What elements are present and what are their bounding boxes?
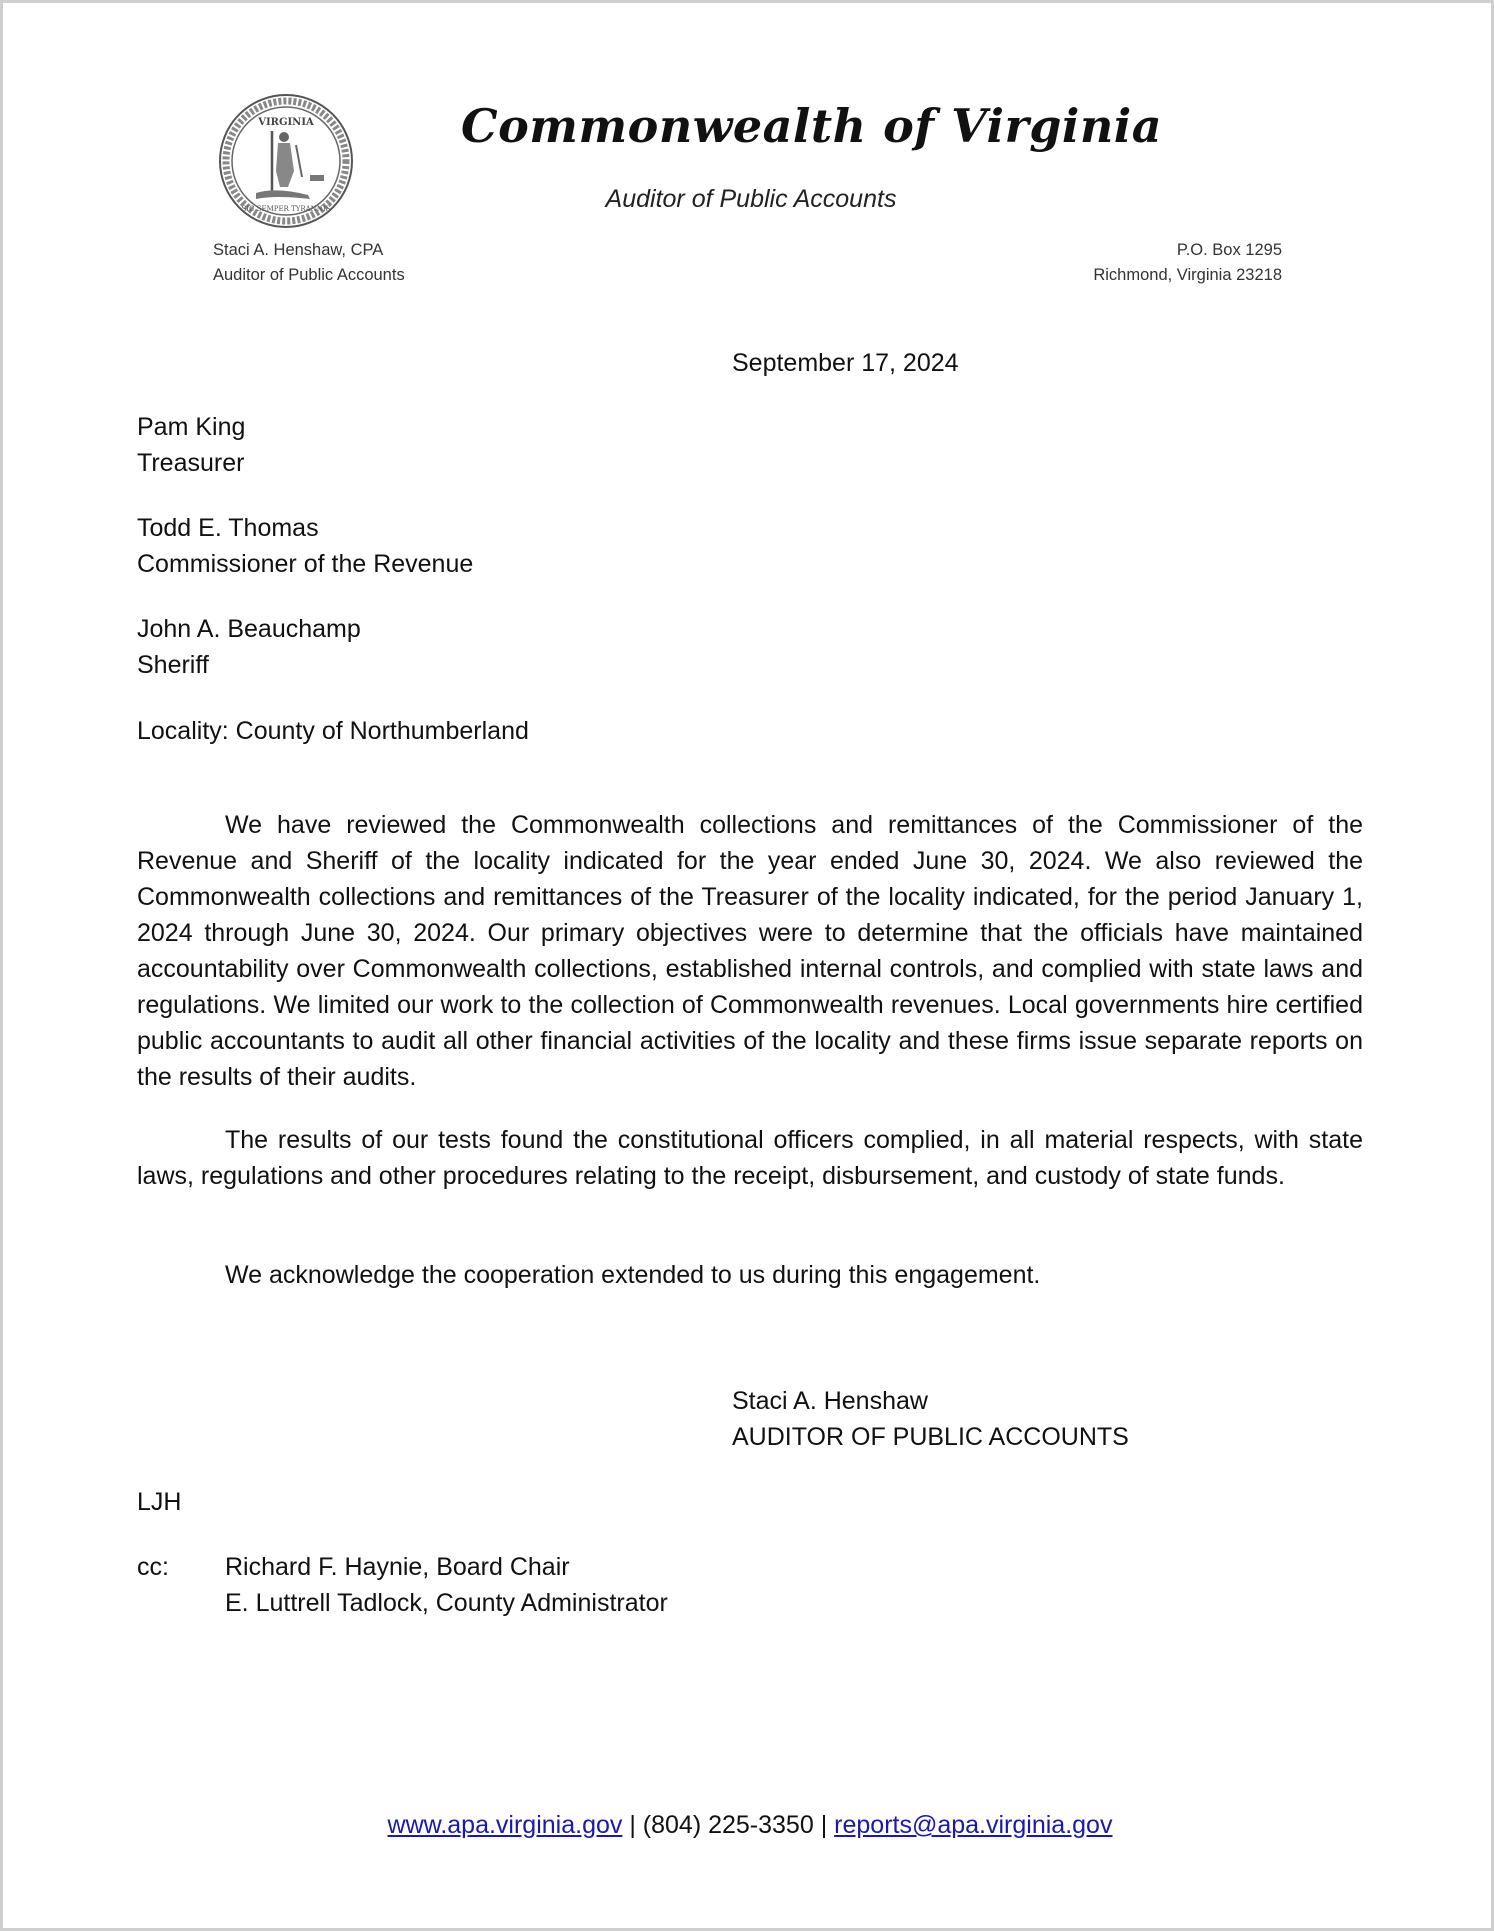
cc-label: cc:: [137, 1553, 169, 1581]
body-paragraph: [137, 807, 1363, 1095]
recipient-name: John A. Beauchamp: [137, 615, 361, 643]
letterhead-address-block: [1093, 238, 1282, 288]
letter-footer: [3, 1811, 1494, 1840]
recipient-block: [137, 510, 473, 582]
signature-block: [732, 1383, 1129, 1455]
paragraph-text: We have reviewed the Commonwealth collections and remittances of the Commissioner of the Revenue and Sheriff of the locality indicated for the year ended June 30, 2024. We also reviewed the Commonwealth collections and remittances of the Treasurer of the locality indicated, for the period January 1, 2024 through June 30, 2024. Our primary objectives were to determine that the officials have maintained accountability over Commonwealth collections, established internal controls, and complied with state laws and regulations. We limited our work to the collection of Commonwealth revenues. Local governments hire certified public accountants to audit all other financial activities of the locality and these firms issue separate reports on the results of their audits.: [137, 811, 1363, 1091]
recipient-name: Todd E. Thomas: [137, 514, 319, 542]
po-box: P.O. Box 1295: [1176, 241, 1282, 259]
body-paragraph: [137, 1257, 1363, 1293]
body-paragraph: [137, 1122, 1363, 1194]
sender-title: Auditor of Public Accounts: [213, 266, 405, 284]
cc-list: [225, 1549, 668, 1621]
website-link[interactable]: www.apa.virginia.gov: [387, 1811, 623, 1839]
cc-recipient: E. Luttrell Tadlock, County Administrator: [225, 1589, 668, 1617]
recipient-block: [137, 409, 245, 481]
letterhead-title: Commonwealth of Virginia: [461, 99, 1163, 153]
email-link[interactable]: reports@apa.virginia.gov: [834, 1811, 1113, 1839]
letterhead-sender-block: [213, 238, 405, 288]
locality-line: Locality: County of Northumberland: [137, 717, 529, 745]
typist-initials: LJH: [137, 1488, 182, 1516]
letter-date: September 17, 2024: [732, 349, 959, 377]
footer-separator: |: [820, 1811, 828, 1839]
letterhead-subtitle: Auditor of Public Accounts: [605, 185, 897, 213]
paragraph-text: We acknowledge the cooperation extended to us during this engagement.: [225, 1261, 1041, 1289]
footer-separator: |: [629, 1811, 636, 1839]
recipient-block: [137, 611, 361, 683]
recipient-name: Pam King: [137, 413, 246, 441]
cc-recipient: Richard F. Haynie, Board Chair: [225, 1553, 570, 1581]
city-state-zip: Richmond, Virginia 23218: [1093, 266, 1282, 284]
recipient-title: Commissioner of the Revenue: [137, 550, 474, 578]
paragraph-text: The results of our tests found the constitutional officers complied, in all material respects, with state laws, regulations and other procedures relating to the receipt, disbursement, and custody of state funds.: [137, 1126, 1363, 1190]
svg-text:SIC SEMPER TYRANNIS: SIC SEMPER TYRANNIS: [241, 205, 331, 213]
phone-number: (804) 225-3350: [642, 1811, 814, 1839]
sender-name: Staci A. Henshaw, CPA: [213, 241, 384, 259]
recipient-title: Sheriff: [137, 651, 209, 679]
signer-title: AUDITOR OF PUBLIC ACCOUNTS: [732, 1423, 1129, 1451]
svg-text:VIRGINIA: VIRGINIA: [258, 117, 314, 128]
signer-name: Staci A. Henshaw: [732, 1387, 928, 1415]
recipient-title: Treasurer: [137, 449, 245, 477]
virginia-state-seal-icon: [216, 91, 356, 231]
